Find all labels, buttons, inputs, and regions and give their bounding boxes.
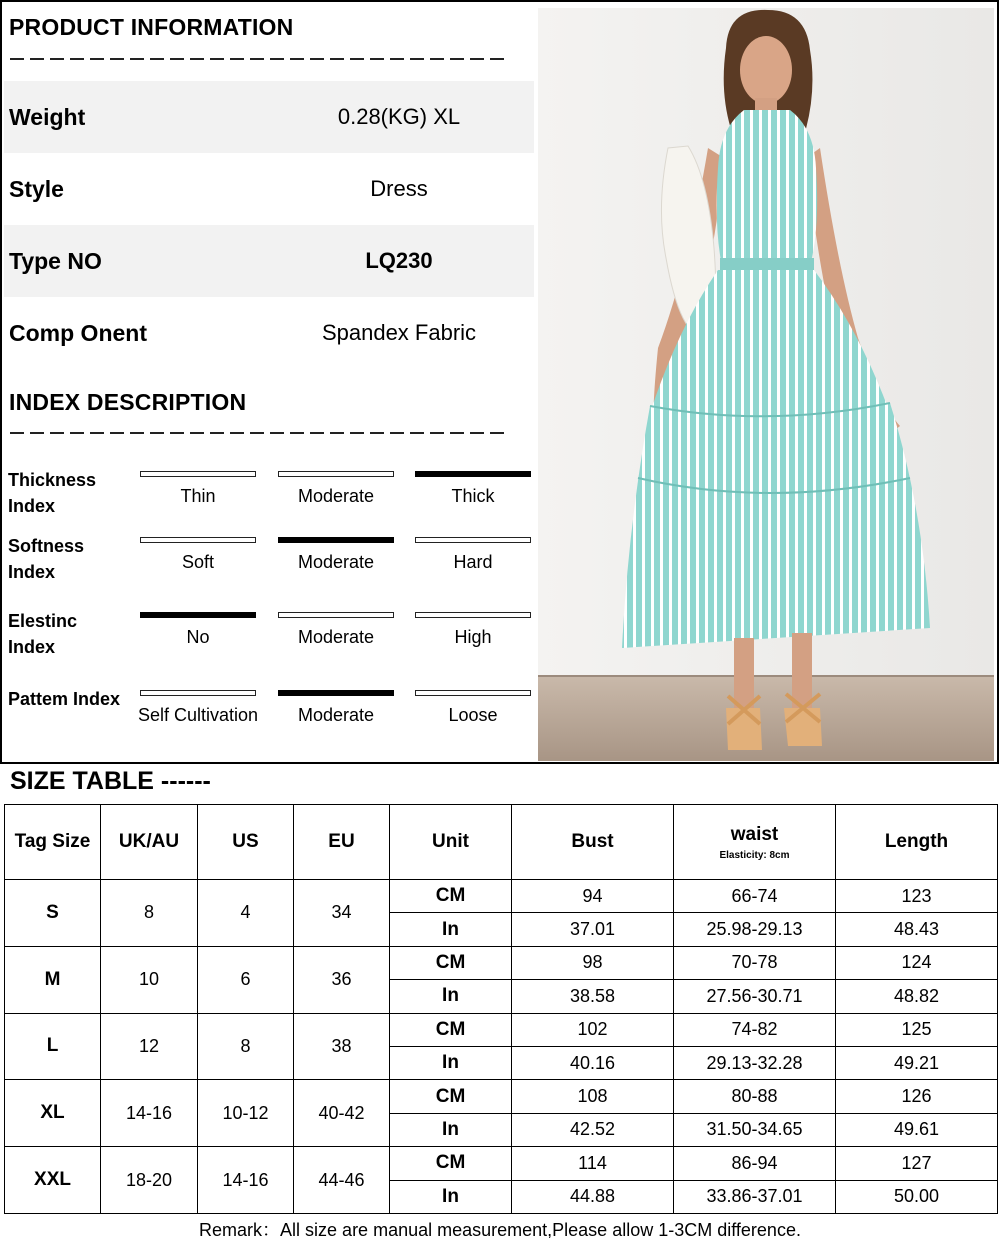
cell-eu: 36 <box>294 946 390 1013</box>
table-row <box>5 946 998 979</box>
waist-elasticity-note: Elasticity: 8cm <box>719 849 790 861</box>
info-value: LQ230 <box>365 248 433 273</box>
cell-uk-au: 12 <box>101 1013 198 1080</box>
cell-uk-au: 18-20 <box>101 1147 198 1214</box>
info-label: Weight <box>9 104 86 130</box>
cell-bust: 37.01 <box>512 913 674 946</box>
cell-unit: In <box>390 1046 512 1079</box>
index-description-title: INDEX DESCRIPTION <box>9 389 247 415</box>
cell-waist: 25.98-29.13 <box>674 913 836 946</box>
info-row-style <box>4 153 534 225</box>
cell-unit: CM <box>390 1147 512 1180</box>
cell-waist: 27.56-30.71 <box>674 980 836 1013</box>
index-row <box>0 690 536 760</box>
cell-eu: 44-46 <box>294 1147 390 1214</box>
index-option-label: No <box>186 627 210 647</box>
cell-bust: 42.52 <box>512 1113 674 1146</box>
info-label: Comp Onent <box>9 320 147 346</box>
cell-bust: 44.88 <box>512 1180 674 1213</box>
info-value: 0.28(KG) XL <box>337 104 461 129</box>
cell-unit: In <box>390 1180 512 1213</box>
cell-us: 10-12 <box>198 1080 294 1147</box>
cell-length: 125 <box>836 1013 998 1046</box>
index-label: Softness Index <box>8 536 85 582</box>
cell-waist: 74-82 <box>674 1013 836 1046</box>
index-bar <box>140 471 256 477</box>
cell-tag-size: XL <box>5 1080 101 1147</box>
info-row-weight <box>4 81 534 153</box>
index-label: Thickness Index <box>8 470 97 516</box>
index-bar <box>140 537 256 543</box>
table-row <box>5 1013 998 1046</box>
index-option-label: Self Cultivation <box>137 705 259 725</box>
cell-unit: In <box>390 980 512 1013</box>
index-bar-selected <box>415 471 531 477</box>
index-bar-selected <box>278 537 394 543</box>
index-option-label: Thin <box>180 486 216 506</box>
cell-us: 8 <box>198 1013 294 1080</box>
cell-bust: 98 <box>512 946 674 979</box>
cell-uk-au: 10 <box>101 946 198 1013</box>
index-option-label: Hard <box>453 552 493 572</box>
size-table-body <box>5 880 998 1214</box>
header-uk-au: UK/AU <box>101 805 198 880</box>
info-row-type-no <box>4 225 534 297</box>
size-table-header <box>5 805 998 880</box>
header-unit: Unit <box>390 805 512 880</box>
index-bar <box>415 537 531 543</box>
index-option-label: Thick <box>451 486 495 506</box>
cell-waist: 80-88 <box>674 1080 836 1113</box>
index-option-label: High <box>454 627 492 647</box>
index-option-label: Loose <box>448 705 498 725</box>
index-label: Pattem Index <box>8 689 121 709</box>
cell-bust: 94 <box>512 880 674 913</box>
header-bust: Bust <box>512 805 674 880</box>
cell-tag-size: L <box>5 1013 101 1080</box>
info-label: Style <box>9 176 64 202</box>
cell-us: 14-16 <box>198 1147 294 1214</box>
index-bar <box>278 612 394 618</box>
cell-length: 126 <box>836 1080 998 1113</box>
cell-eu: 38 <box>294 1013 390 1080</box>
model-dress-illustration <box>538 8 994 761</box>
cell-length: 123 <box>836 880 998 913</box>
cell-us: 6 <box>198 946 294 1013</box>
info-value: Spandex Fabric <box>321 320 477 345</box>
header-eu: EU <box>294 805 390 880</box>
cell-uk-au: 8 <box>101 880 198 947</box>
index-option-label: Moderate <box>297 552 375 572</box>
cell-tag-size: M <box>5 946 101 1013</box>
info-value: Dress <box>370 176 428 201</box>
index-bar <box>415 612 531 618</box>
cell-length: 127 <box>836 1147 998 1180</box>
cell-bust: 108 <box>512 1080 674 1113</box>
cell-bust: 102 <box>512 1013 674 1046</box>
info-row-component <box>4 297 534 369</box>
index-bar <box>140 690 256 696</box>
cell-us: 4 <box>198 880 294 947</box>
cell-unit: CM <box>390 1080 512 1113</box>
cell-length: 49.21 <box>836 1046 998 1079</box>
index-row <box>0 612 536 682</box>
cell-unit: CM <box>390 880 512 913</box>
header-tag-size: Tag Size <box>5 805 101 880</box>
cell-bust: 114 <box>512 1147 674 1180</box>
index-row <box>0 471 536 541</box>
index-row <box>0 537 536 607</box>
cell-length: 48.82 <box>836 980 998 1013</box>
dashed-divider <box>10 432 505 434</box>
size-table <box>4 804 998 1214</box>
cell-tag-size: XXL <box>5 1147 101 1214</box>
cell-waist: 86-94 <box>674 1147 836 1180</box>
cell-eu: 34 <box>294 880 390 947</box>
index-label: Elestinc Index <box>8 611 78 657</box>
index-bar-selected <box>140 612 256 618</box>
cell-unit: In <box>390 913 512 946</box>
dashed-divider <box>10 58 505 60</box>
index-bar-selected <box>278 690 394 696</box>
index-option-label: Moderate <box>297 627 375 647</box>
waist-label: waist <box>730 823 779 845</box>
cell-eu: 40-42 <box>294 1080 390 1147</box>
product-photo <box>538 8 994 761</box>
index-option-label: Soft <box>181 552 215 572</box>
cell-length: 48.43 <box>836 913 998 946</box>
index-option-label: Moderate <box>297 705 375 725</box>
cell-length: 50.00 <box>836 1180 998 1213</box>
cell-waist: 31.50-34.65 <box>674 1113 836 1146</box>
remark-note: Remark：All size are manual measurement,Please allow 1-3CM difference. <box>199 1220 801 1238</box>
table-row <box>5 880 998 913</box>
header-length: Length <box>836 805 998 880</box>
table-row <box>5 1080 998 1113</box>
cell-tag-size: S <box>5 880 101 947</box>
cell-unit: CM <box>390 946 512 979</box>
cell-waist: 66-74 <box>674 880 836 913</box>
cell-waist: 33.86-37.01 <box>674 1180 836 1213</box>
index-option-label: Moderate <box>297 486 375 506</box>
index-bar <box>415 690 531 696</box>
info-label: Type NO <box>9 248 102 274</box>
cell-uk-au: 14-16 <box>101 1080 198 1147</box>
cell-waist: 29.13-32.28 <box>674 1046 836 1079</box>
table-row <box>5 1147 998 1180</box>
header-waist <box>674 805 836 880</box>
header-us: US <box>198 805 294 880</box>
cell-length: 49.61 <box>836 1113 998 1146</box>
cell-unit: CM <box>390 1013 512 1046</box>
cell-bust: 38.58 <box>512 980 674 1013</box>
cell-length: 124 <box>836 946 998 979</box>
cell-unit: In <box>390 1113 512 1146</box>
cell-waist: 70-78 <box>674 946 836 979</box>
product-info-title: PRODUCT INFORMATION <box>9 14 294 40</box>
cell-bust: 40.16 <box>512 1046 674 1079</box>
size-table-title: SIZE TABLE ------ <box>10 767 211 795</box>
index-bar <box>278 471 394 477</box>
